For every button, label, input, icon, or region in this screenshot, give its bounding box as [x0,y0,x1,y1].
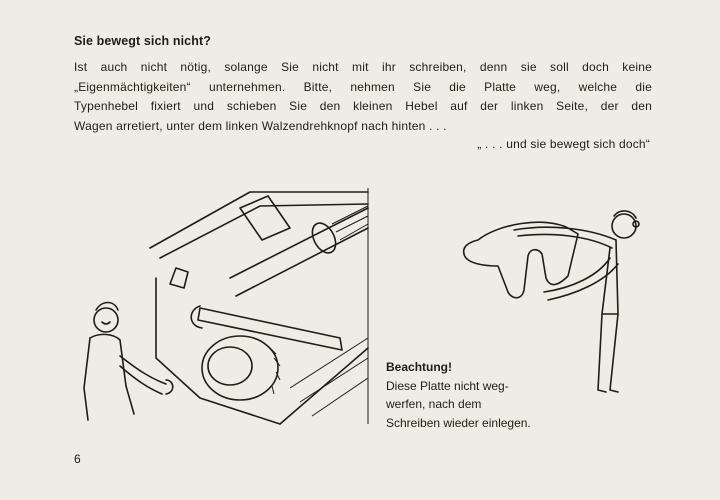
note-title: Beachtung! [386,360,452,374]
platen-knob [202,336,280,400]
typewriter-lever-illustration [80,188,370,428]
paragraph-line: Ist auch nicht nötig, solange Sie nicht mit ihr schreiben, denn sie soll doch keine [74,60,652,74]
carriage-lock-lever [198,308,342,350]
carriage-block [240,196,290,240]
carriage-rail [160,204,368,258]
platen-roller [230,206,368,296]
paragraph-line: „Eigenmächtigkeiten“ unternehmen. Bitte, nehmen Sie die Platte weg, welche die [74,79,652,94]
page-number: 6 [74,452,81,466]
machine-side [156,278,280,424]
paragraph-line: Typenhebel fixiert und schieben Sie den kleinen Hebel auf der linken Seite, der den [74,99,652,113]
section-heading: Sie bewegt sich nicht? [74,34,211,48]
note-line: Schreiben wieder einlegen. [386,415,531,430]
paragraph-line: Wagen arretiert, unter dem linken Walzendrehknopf nach hinten . . . [74,118,447,133]
note-line: werfen, nach dem [386,397,482,411]
note-line: Diese Platte nicht weg- [386,378,509,393]
quote-line: „ . . . und sie bewegt sich doch“ [477,137,650,151]
instruction-paragraph [74,58,652,136]
side-tab [170,268,188,288]
note-box [386,358,586,432]
removable-plate [464,222,578,298]
